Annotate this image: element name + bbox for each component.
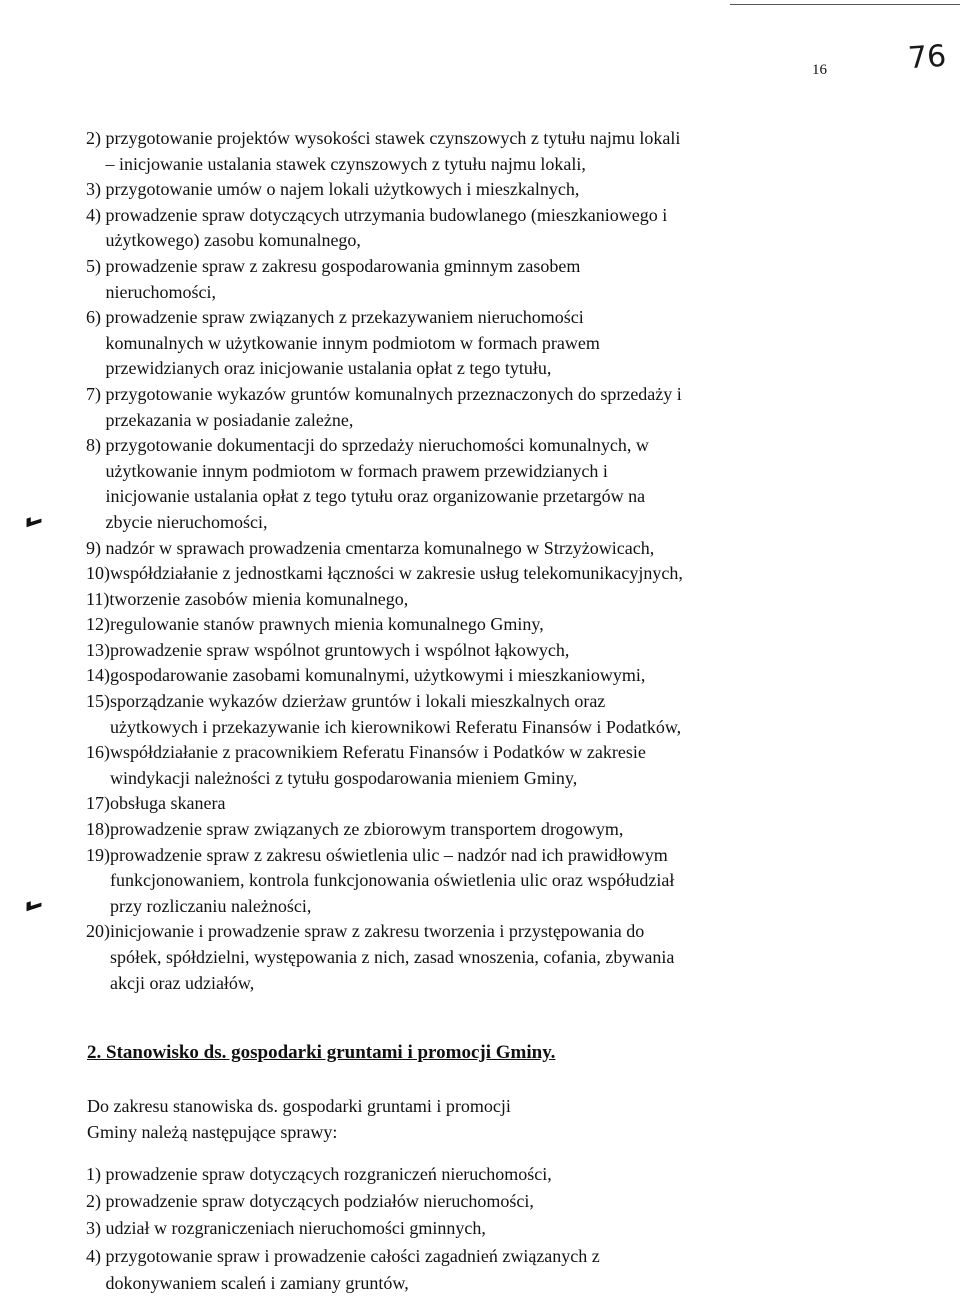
scan-top-line: [730, 4, 960, 5]
text-line: inicjowanie ustalania opłat z tego tytułu oraz organizowanie przetargów na: [105, 486, 646, 507]
text-line: prowadzenie spraw dotyczących rozgraniczeń nieruchomości,: [105, 1164, 552, 1184]
list-item: [86, 536, 826, 562]
list-item-text: [106, 1215, 827, 1242]
list-item-number: 20): [86, 921, 110, 942]
text-line: użytkowych i przekazywanie ich kierownikowi Referatu Finansów i Podatków,: [110, 716, 682, 737]
list-item: [86, 561, 826, 587]
list-item: [86, 817, 826, 843]
list-item: [86, 919, 826, 996]
text-line: gospodarowanie zasobami komunalnymi, użytkowymi i mieszkaniowymi,: [110, 665, 646, 686]
text-line: prowadzenie spraw wspólnot gruntowych i wspólnot łąkowych,: [110, 639, 570, 660]
intro-line: Do zakresu stanowiska ds. gospodarki gruntami i promocji: [87, 1096, 511, 1116]
text-line: regulowanie stanów prawnych mienia komunalnego Gminy,: [110, 614, 544, 635]
list-item: [86, 689, 826, 740]
text-line: – inicjowanie ustalania stawek czynszowych z tytułu najmu lokali,: [105, 153, 586, 174]
text-line: prowadzenie spraw związanych z przekazywaniem nieruchomości: [105, 307, 584, 328]
list-item-number: 16): [86, 742, 110, 763]
section-heading: 2. Stanowisko ds. gospodarki gruntami i promocji Gminy.: [87, 1042, 556, 1063]
page-number: 16: [812, 62, 827, 78]
list-item-text: [106, 1188, 827, 1215]
list-item-number: 5): [86, 255, 106, 276]
list-item: [86, 433, 826, 535]
text-line: nieruchomości,: [105, 281, 216, 302]
text-line: współdziałanie z pracownikiem Referatu Finansów i Podatków w zakresie: [110, 742, 646, 763]
text-line: współdziałanie z jednostkami łączności w zakresie usług telekomunikacyjnych,: [110, 563, 683, 584]
list-item: [86, 1243, 826, 1297]
list-item: [86, 791, 826, 817]
text-line: sporządzanie wykazów dzierżaw gruntów i lokali mieszkalnych oraz: [110, 691, 606, 712]
list-item-text: [110, 612, 826, 638]
list-item-text: [109, 587, 826, 613]
text-line: zbycie nieruchomości,: [105, 511, 268, 532]
list-item-text: [106, 305, 827, 382]
list-item: [86, 587, 826, 613]
list-item-number: 17): [86, 793, 110, 814]
text-line: funkcjonowaniem, kontrola funkcjonowania oświetlenia ulic oraz współudział: [110, 870, 675, 891]
text-line: prowadzenie spraw dotyczących utrzymania budowlanego (mieszkaniowego i: [105, 204, 668, 225]
list-item-number: 7): [86, 383, 106, 404]
list-item: [86, 843, 826, 920]
list-item-number: 2): [86, 128, 106, 148]
list-item-number: 19): [86, 844, 110, 865]
list-item-number: 10): [86, 563, 110, 584]
text-line: inicjowanie i prowadzenie spraw z zakresu tworzenia i przystępowania do: [110, 921, 645, 942]
list-item-number: 3): [86, 1218, 106, 1239]
text-line: użytkowanie innym podmiotom w formach prawem przewidzianych i: [105, 460, 608, 481]
list-item-number: 8): [86, 435, 106, 456]
text-line: dokonywaniem scaleń i zamiany gruntów,: [105, 1272, 409, 1293]
text-line: przy rozliczaniu należności,: [110, 895, 312, 916]
text-line: przygotowanie spraw i prowadzenie całości zagadnień związanych z: [105, 1245, 600, 1266]
list-item-text: [110, 843, 826, 920]
list-item: [86, 740, 826, 791]
list-item-text: [110, 689, 826, 740]
list-item: [86, 126, 826, 177]
list-item: [86, 305, 826, 382]
list-item: [86, 382, 826, 433]
text-line: przygotowanie wykazów gruntów komunalnych przeznaczonych do sprzedaży i: [105, 383, 682, 404]
list-item-number: 1): [86, 1164, 106, 1184]
intro-line: Gminy należą następujące sprawy:: [87, 1122, 338, 1142]
list-item-number: 3): [86, 179, 106, 200]
list-item-number: 18): [86, 819, 110, 840]
list-item-text: [106, 1161, 827, 1188]
text-line: udział w rozgraniczeniach nieruchomości gminnych,: [105, 1218, 486, 1239]
list-item-number: 15): [86, 691, 110, 712]
duties-list-section-1: [86, 126, 826, 996]
text-line: prowadzenie spraw związanych ze zbiorowym transportem drogowym,: [110, 819, 624, 840]
text-line: przygotowanie dokumentacji do sprzedaży nieruchomości komunalnych, w: [105, 435, 649, 456]
text-line: komunalnych w użytkowanie innym podmiotom w formach prawem: [105, 332, 600, 353]
list-item-text: [106, 382, 827, 433]
list-item-text: [110, 561, 826, 587]
list-item-text: [106, 536, 827, 562]
list-item-number: 11): [86, 588, 110, 609]
list-item-number: 12): [86, 614, 110, 635]
list-item-number: 2): [86, 1191, 106, 1212]
list-item-text: [106, 433, 827, 535]
list-item-number: 6): [86, 307, 106, 328]
list-item-text: [110, 740, 826, 791]
list-item-text: [110, 663, 826, 689]
list-item-text: [110, 638, 826, 664]
list-item-text: [106, 126, 827, 177]
list-item: [86, 638, 826, 664]
text-line: windykacji należności z tytułu gospodarowania mieniem Gminy,: [110, 767, 578, 788]
list-item-number: 13): [86, 639, 110, 660]
text-line: spółek, spółdzielni, występowania z nich, zasad wnoszenia, cofania, zbywania: [110, 947, 675, 967]
list-item-number: 9): [86, 537, 106, 558]
list-item: [86, 203, 826, 254]
text-line: użytkowego) zasobu komunalnego,: [105, 230, 361, 251]
text-line: prowadzenie spraw z zakresu oświetlenia ulic – nadzór nad ich prawidłowym: [110, 844, 668, 865]
text-line: przygotowanie projektów wysokości stawek czynszowych z tytułu najmu lokali: [105, 128, 681, 148]
text-line: akcji oraz udziałów,: [110, 972, 255, 993]
list-item-text: [106, 203, 827, 254]
list-item-number: 4): [86, 1245, 106, 1266]
text-line: tworzenie zasobów mienia komunalnego,: [109, 588, 409, 609]
list-item: [86, 663, 826, 689]
text-line: nadzór w sprawach prowadzenia cmentarza komunalnego w Strzyżowicach,: [105, 537, 655, 558]
list-item: [86, 612, 826, 638]
list-item-text: [110, 817, 826, 843]
list-item-text: [110, 919, 826, 996]
duties-list-section-2: [86, 1161, 826, 1297]
margin-check-mark-icon: [27, 516, 41, 525]
text-line: przekazania w posiadanie zależne,: [105, 409, 354, 430]
list-item: [86, 1188, 826, 1215]
list-item: [86, 1215, 826, 1242]
list-item: [86, 1161, 826, 1188]
text-line: przygotowanie umów o najem lokali użytkowych i mieszkalnych,: [105, 179, 580, 200]
list-item-text: [106, 254, 827, 305]
list-item-number: 14): [86, 665, 110, 686]
list-item: [86, 177, 826, 203]
list-item-number: 4): [86, 204, 106, 225]
section-intro: [87, 1093, 511, 1145]
list-item-text: [106, 1243, 827, 1297]
text-line: przewidzianych oraz inicjowanie ustalania opłat z tego tytułu,: [105, 358, 552, 379]
handwritten-page-number: 76: [906, 38, 948, 77]
text-line: prowadzenie spraw z zakresu gospodarowania gminnym zasobem: [105, 255, 581, 276]
text-line: prowadzenie spraw dotyczących podziałów nieruchomości,: [105, 1191, 534, 1212]
list-item: [86, 254, 826, 305]
list-item-text: [110, 791, 826, 817]
list-item-text: [106, 177, 827, 203]
text-line: obsługa skanera: [110, 793, 226, 814]
margin-check-mark-icon: [27, 900, 41, 909]
